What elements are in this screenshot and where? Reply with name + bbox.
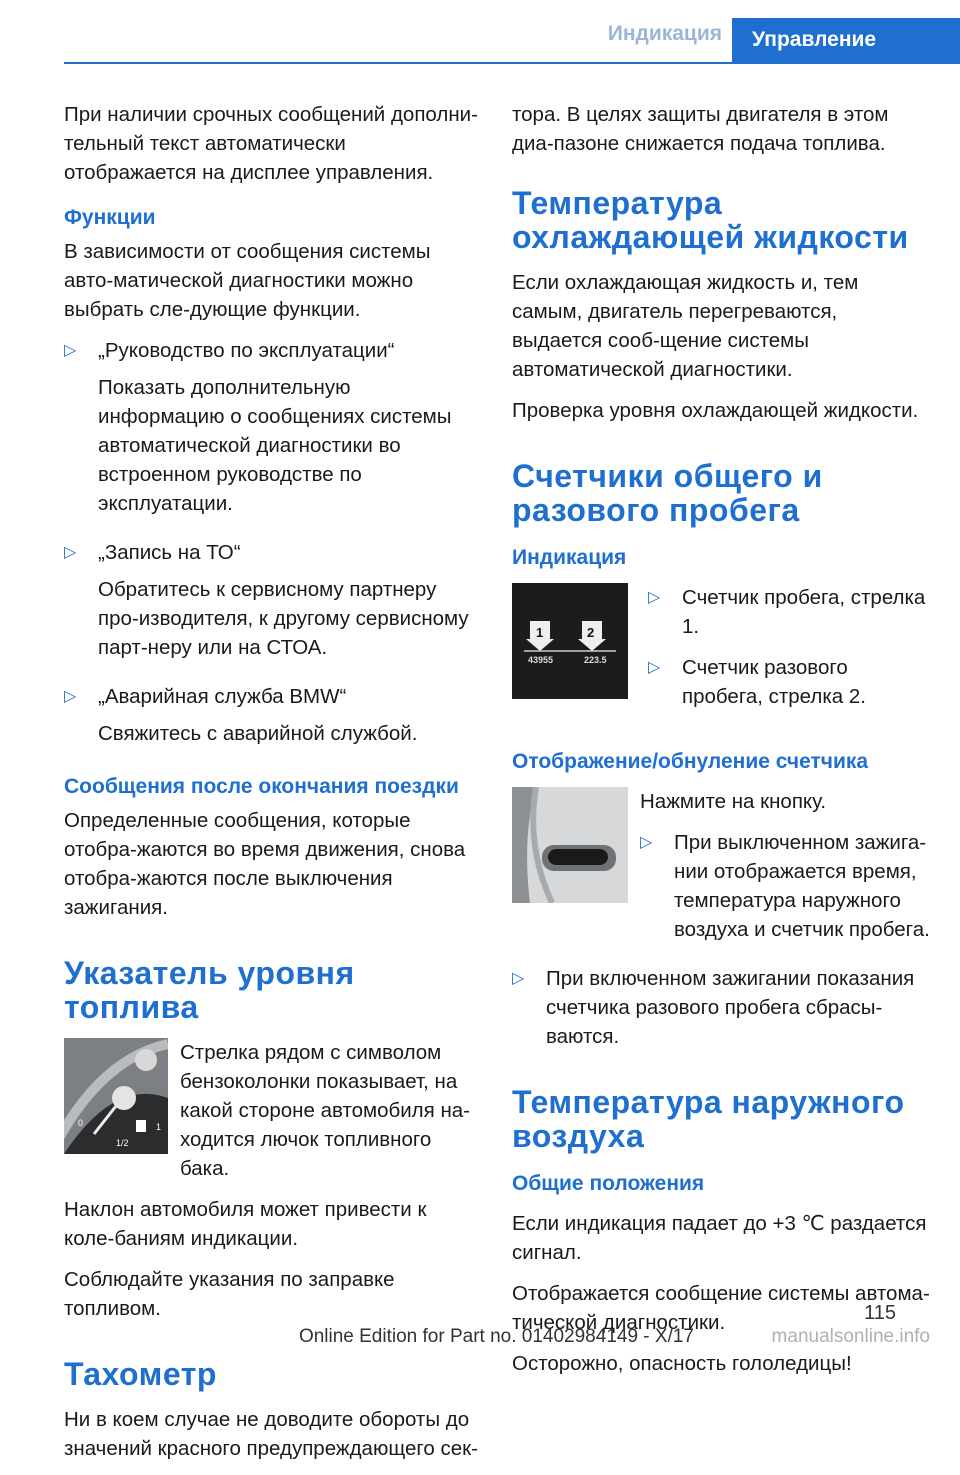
list-item <box>640 828 932 944</box>
bullet-text: Свяжитесь с аварийной службой. <box>98 722 418 745</box>
tach-heading: Тахометр <box>64 1356 217 1392</box>
fuel-heading: Указатель уровня топлива <box>64 955 355 1025</box>
gauge-label-one: 1 <box>156 1122 162 1132</box>
bullet-title: „Руководство по эксплуатации“ <box>98 339 395 362</box>
bullet-text: Показать дополнительную информацию о сообщениях системы автоматической диагностики во встроенном руководстве по эксплуатации. <box>98 376 452 515</box>
trip-mileage-label: 223.5 <box>584 655 607 665</box>
bullet-title: „Аварийная служба BMW“ <box>98 685 347 708</box>
gauge-label-zero: 0 <box>78 1118 84 1128</box>
fuel-gauge-illustration <box>64 1038 168 1154</box>
fuel-pump-icon <box>136 1120 146 1132</box>
triangle-bullet-icon: ▷ <box>64 688 77 705</box>
reset-button-image <box>512 787 628 903</box>
left-column <box>64 100 480 1475</box>
paragraph: Если индикация падает до +3 ℃ раздается сигнал. <box>512 1212 927 1264</box>
after-trip-heading: Сообщения после окончания поездки <box>64 775 459 798</box>
fuel-figure-row <box>64 1038 480 1183</box>
list-item <box>64 336 480 526</box>
page-footer <box>0 1302 960 1362</box>
tab-control[interactable]: Управление <box>732 18 960 62</box>
list-item <box>64 538 480 670</box>
fuel-gauge-image <box>64 1038 168 1154</box>
triangle-bullet-icon: ▷ <box>640 834 653 851</box>
functions-heading: Функции <box>64 206 156 229</box>
paragraph: тора. В целях защиты двигателя в этом диа-пазоне снижается подача топлива. <box>512 103 889 155</box>
page-header <box>0 0 960 62</box>
reset-button-illustration <box>512 787 628 903</box>
edition-text: Online Edition for Part no. 01402984149 - X/17 <box>298 1326 694 1347</box>
bullet-text: Счетчик пробега, стрелка 1. <box>682 586 926 638</box>
header-rule <box>64 62 960 64</box>
odometer-illustration <box>512 583 628 699</box>
outside-temp-heading: Температура наружного воздуха <box>512 1084 905 1154</box>
right-column <box>512 100 932 1390</box>
list-item <box>648 583 932 641</box>
total-mileage-label: 43955 <box>528 655 554 665</box>
odometer-image <box>512 583 628 699</box>
paragraph: Наклон автомобиля может привести к коле-баниям индикации. <box>64 1198 427 1250</box>
paragraph: При наличии срочных сообщений дополни-тельный текст автоматически отображается на дисплее управления. <box>64 103 478 184</box>
triangle-bullet-icon: ▷ <box>648 659 661 676</box>
odometer-figure-row <box>512 583 932 723</box>
reset-knob-icon <box>548 849 608 865</box>
paragraph: Отображается сообщение системы автома-тической диагностики. <box>512 1282 930 1334</box>
general-heading: Общие положения <box>512 1172 705 1195</box>
list-item <box>512 964 932 1051</box>
paragraph: Проверка уровня охлаждающей жидкости. <box>512 399 919 422</box>
bullet-text: При выключенном зажига-нии отображается время, температура наружного воздуха и счетчик пробега. <box>674 831 930 941</box>
arrow-2-label: 2 <box>587 625 595 640</box>
paragraph: Если охлаждающая жидкость и, тем самым, двигатель перегреваются, выдается сооб-щение системы автоматической диагностики. <box>512 271 859 381</box>
list-item <box>64 682 480 756</box>
bullet-text: Обратитесь к сервисному партнеру про-изводителя, к другому сервисному парт-неру или на СТОА. <box>98 578 469 659</box>
display-heading: Индикация <box>512 546 627 569</box>
paragraph: В зависимости от сообщения системы авто-матической диагностики можно выбрать сле-дующие функции. <box>64 240 431 321</box>
paragraph: Ни в коем случае не доводите обороты до значений красного предупреждающего сек- <box>64 1408 478 1460</box>
paragraph: Определенные сообщения, которые отобра-жаются во время движения, снова отобра-жаются после выключения зажигания. <box>64 809 466 919</box>
triangle-bullet-icon: ▷ <box>512 970 525 987</box>
triangle-bullet-icon: ▷ <box>648 589 661 606</box>
paragraph: Нажмите на кнопку. <box>640 790 827 813</box>
list-item <box>648 653 932 711</box>
watermark-text: manualsonline.info <box>771 1326 930 1347</box>
tab-indication[interactable]: Индикация <box>607 22 722 45</box>
paragraph: Соблюдайте указания по заправке топливом. <box>64 1268 395 1320</box>
page-number: 115 <box>864 1302 896 1324</box>
triangle-bullet-icon: ▷ <box>64 342 77 359</box>
arrow-1-label: 1 <box>536 625 544 640</box>
odometer-heading: Счетчики общего и разового пробега <box>512 458 823 528</box>
triangle-bullet-icon: ▷ <box>64 544 77 561</box>
paragraph: Осторожно, опасность гололедицы! <box>512 1352 852 1375</box>
gauge-label-half: 1/2 <box>116 1138 129 1148</box>
bullet-text: При включенном зажигании показания счетчика разового пробега сбрасы-ваются. <box>546 967 915 1048</box>
reset-heading: Отображение/обнуление счетчика <box>512 750 869 773</box>
paragraph: Стрелка рядом с символом бензоколонки показывает, на какой стороне автомобиля на-ходится лючок топливного бака. <box>180 1041 470 1180</box>
reset-figure-row <box>512 787 932 956</box>
coolant-heading: Температура охлаждающей жидкости <box>512 185 909 255</box>
bullet-text: Счетчик разового пробега, стрелка 2. <box>682 656 866 708</box>
bullet-title: „Запись на ТО“ <box>98 541 241 564</box>
